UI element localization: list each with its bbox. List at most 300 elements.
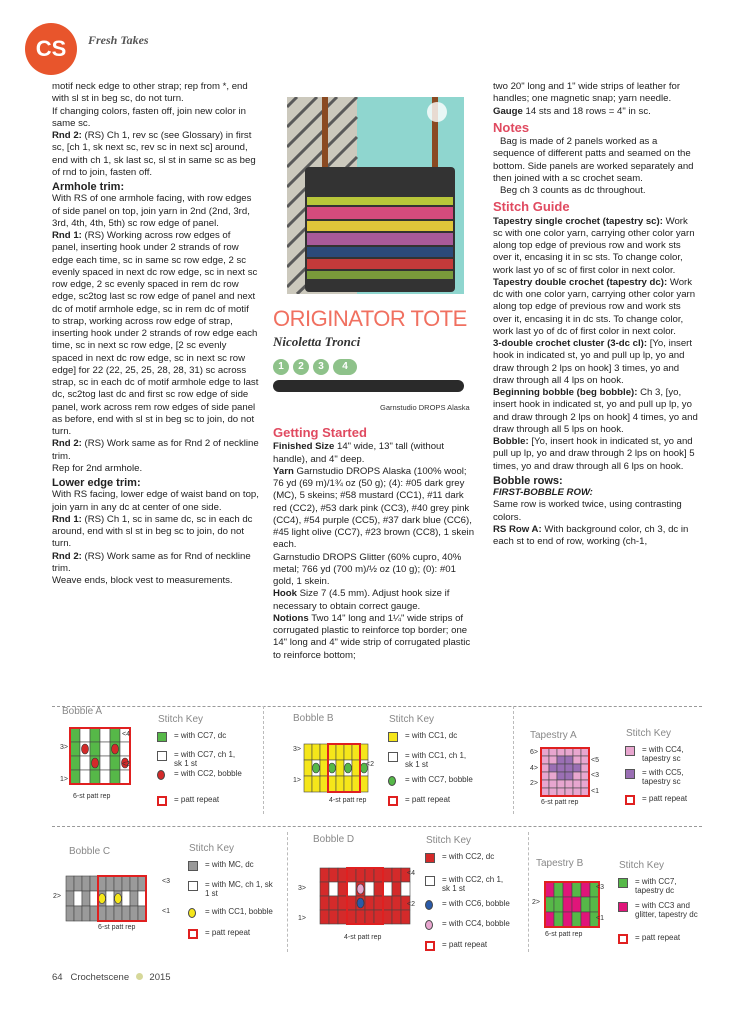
chart-cell (541, 756, 549, 764)
paragraph-text: (RS) Work same as for Rnd of neckline trim. (52, 550, 251, 574)
chart-cell (549, 764, 557, 772)
paragraph-text: 14" wide, 13" tall (without handle), and 4" deep. (273, 441, 445, 465)
stitch-key-title: Stitch Key (626, 728, 672, 739)
chart-cell (98, 906, 106, 921)
chart-cell (344, 776, 352, 792)
chart-cell (557, 772, 565, 780)
chart-cell (401, 882, 410, 896)
chart-cell (549, 788, 557, 796)
chart-cell (356, 910, 365, 924)
chart-cell (114, 906, 122, 921)
skill-level-4: 4 (333, 359, 357, 375)
paragraph (52, 230, 259, 438)
chart-cell (549, 772, 557, 780)
chart-cell (80, 770, 90, 784)
chart-cell (329, 910, 338, 924)
key-swatch (425, 876, 435, 886)
magazine-logo: CS (25, 23, 77, 75)
chart-cell (374, 910, 383, 924)
divider-top (52, 706, 702, 707)
chart-cell (549, 756, 557, 764)
repeat-label: 6-st patt rep (98, 924, 136, 931)
paragraph-text: Work sc with one color yarn, carrying other color yarn along top edge of previous row and work sts over it, encasing it in sc sts. To change color, work last yo of sc of first color in next color. (493, 215, 695, 276)
key-swatch (188, 908, 196, 918)
chart-cell (572, 882, 581, 897)
chart-cell (554, 912, 563, 927)
lead-term: Rnd 1: (52, 513, 82, 525)
divider-middle (52, 826, 702, 827)
chart-cell (573, 764, 581, 772)
row-number: 1> (293, 777, 301, 784)
chart-cell (336, 776, 344, 792)
divider-v3 (287, 832, 288, 952)
paragraph-text: Garnstudio DROPS Glitter (60% cupro, 40% metal; 766 yd (700 m)/½ oz (10 g); (0): #01 gold, 1 skein. (273, 551, 462, 587)
chart-cell (100, 770, 110, 784)
chart-cell (100, 756, 110, 770)
row-number: 3> (60, 744, 68, 751)
chart-cell (320, 896, 329, 910)
chart-cell (541, 764, 549, 772)
chart-cell (98, 876, 106, 891)
key-swatch (425, 900, 433, 910)
key-swatch (157, 732, 167, 742)
chart-cell (338, 868, 347, 882)
chart-cell (122, 906, 130, 921)
row-number: <1 (162, 908, 170, 915)
key-text: = with CC7, bobble (405, 775, 473, 784)
paragraph (273, 613, 478, 662)
key-text: = with CC2, ch 1, sk 1 st (442, 875, 504, 893)
bobble-symbol (313, 763, 320, 773)
row-number: 6> (530, 749, 538, 756)
chart-cell (565, 756, 573, 764)
chart-cell (581, 748, 589, 756)
chart-cell (347, 868, 356, 882)
paragraph (493, 338, 698, 387)
stitch-key-title: Stitch Key (189, 843, 235, 854)
chart-cell (573, 772, 581, 780)
chart-cell (554, 897, 563, 912)
key-text: = with CC5, tapestry sc (642, 768, 684, 786)
chart-cell (66, 906, 74, 921)
chart-cell (336, 744, 344, 760)
row-number: 1> (60, 776, 68, 783)
lead-term: Rnd 2: (52, 438, 82, 450)
paragraph-text: Same row is worked twice, using contrasting colors. (493, 499, 682, 523)
row-number: 2> (530, 780, 538, 787)
key-text: = with CC4, tapestry sc (642, 745, 684, 763)
paragraph (273, 552, 478, 589)
chart-cell (365, 910, 374, 924)
yarn-caption: Garnstudio DROPS Alaska (380, 403, 470, 412)
chart-title-bobble-c: Bobble C (69, 846, 111, 857)
text-column-1 (52, 81, 259, 587)
chart-cell (581, 897, 590, 912)
chart-cell (320, 882, 329, 896)
chart-cell (110, 756, 120, 770)
key-text: = with CC3 and glitter, tapestry dc (635, 901, 698, 919)
repeat-label: 6-st patt rep (73, 793, 111, 800)
key-swatch (157, 770, 165, 780)
chart-cell (110, 770, 120, 784)
paragraph (493, 277, 698, 338)
section-heading: Getting Started (273, 425, 367, 440)
designer-name: Nicoletta Tronci (273, 334, 361, 349)
key-text: = patt repeat (635, 933, 681, 942)
bobble-d-grid (318, 866, 412, 926)
chart-cell (138, 906, 146, 921)
paragraph: Bag is made of 2 panels worked as a sequence of different patts and seamed on the bottom. Side panels are worked separately and then joined with a sc crochet seam. (493, 136, 694, 184)
chart-cell (90, 891, 98, 906)
chart-cell (122, 876, 130, 891)
subheading: Lower edge trim: (52, 477, 141, 489)
chart-cell (352, 744, 360, 760)
chart-cell (70, 742, 80, 756)
paragraph-text: [Yo, insert hook in indicated st, yo and pull up lp, yo and draw through 2 lps on hook] 3 times, yo and draw through all 4 lps on hook. (493, 338, 693, 386)
paragraph-text: With background color, ch 3, dc in each st to end of row, working (ch-1, (493, 523, 689, 547)
key-text: = with CC7, tapestry dc (635, 877, 677, 895)
chart-cell (352, 760, 360, 776)
paragraph-text: With RS facing, lower edge of waist band on top, join yarn in any dc at center of one side. (52, 489, 259, 513)
key-swatch (388, 796, 398, 806)
chart-cell (541, 780, 549, 788)
lead-term: Beginning bobble (beg bobble): (493, 387, 638, 398)
row-number: <4 (407, 870, 415, 877)
chart-cell (581, 764, 589, 772)
paragraph-text: Weave ends, block vest to measurements. (52, 575, 233, 586)
chart-title-tapestry-b: Tapestry B (536, 858, 584, 869)
chart-cell (383, 882, 392, 896)
row-number: <3 (591, 772, 599, 779)
chart-cell (66, 891, 74, 906)
chart-cell (392, 868, 401, 882)
chart-cell (565, 788, 573, 796)
key-swatch (188, 881, 198, 891)
key-text: = with CC1, ch 1, sk 1 st (405, 751, 467, 769)
row-number: <3 (162, 878, 170, 885)
row-number: 4> (530, 765, 538, 772)
key-swatch (618, 902, 628, 912)
chart-cell (114, 876, 122, 891)
key-text: = patt repeat (174, 795, 220, 804)
chart-cell (541, 772, 549, 780)
repeat-label: 6-st patt rep (541, 799, 579, 806)
key-text: = with CC6, bobble (442, 899, 510, 908)
key-swatch (425, 853, 435, 863)
lead-term: Rnd 1: (52, 230, 82, 241)
chart-title-tapestry-a: Tapestry A (530, 730, 577, 741)
row-number: 1> (298, 915, 306, 922)
paragraph-text: (RS) Working across row edges of panel, inserting hook under 2 strands of row edge each time, sc in same sc row edge, 2 sc evenly spaced in next dc row edge, sc in next sc row edge, 2 sc evenly spaced in rem dc row edge, sc2tog last sc row edge of panel and next dc of motif armhole edge, sc in rem dc of motif to strap, working across row edge of strap, inserting hook under 2 strands of row edge each time, sc in next sc row edge, [2 sc evenly spaced in next dc row edge, sc in next sc row edge] for 22 (22, 25, 25, 28, 28, 31) sc across strap, sc in each dc of motif armhole edge to last dc, sc2tog last dc and first sc row edge of side panel, work across rem row edges of side panel as before, end with sl st in beg sc to join, do not turn. (52, 230, 259, 437)
chart-cell (320, 910, 329, 924)
chart-cell (120, 742, 130, 756)
bobble-symbol (82, 744, 89, 754)
repeat-label: 4-st patt rep (344, 934, 382, 941)
chart-cell (338, 882, 347, 896)
chart-cell (74, 876, 82, 891)
paragraph-text: motif neck edge to other strap; rep from *, end with sl st in beg sc, do not turn. (52, 81, 248, 105)
key-text: = with MC, ch 1, sk 1 st (205, 880, 273, 898)
footer-dot (136, 973, 143, 980)
chart-cell (320, 868, 329, 882)
key-text: = with CC1, dc (405, 731, 458, 740)
repeat-label: 4-st patt rep (329, 797, 367, 804)
row-number: 3> (298, 885, 306, 892)
chart-cell (120, 770, 130, 784)
chart-cell (344, 744, 352, 760)
chart-cell (573, 788, 581, 796)
paragraph-text: Size 7 (4.5 mm). Adjust hook size if necessary to obtain correct gauge. (273, 588, 450, 612)
paragraph (52, 106, 259, 131)
paragraph-text: (RS) Ch 1, rev sc (see Glossary) in first sc, [ch 1, sk next sc, rev sc in next sc] around, end with ch 1, sk last sc, sl st in same sc as beg of rnd to join, fasten off. (52, 130, 256, 178)
chart-cell (312, 744, 320, 760)
chart-cell (90, 742, 100, 756)
page-footer (52, 972, 171, 983)
paragraph-text: [Yo, insert hook in indicated st, yo and pull up lp, yo and draw through 2 lps on hook] 5 times, yo and draw through all 6 lps on hook. (493, 436, 695, 472)
row-number: <2 (407, 901, 415, 908)
chart-cell (573, 748, 581, 756)
row-number: <5 (591, 757, 599, 764)
bobble-b-grid (302, 742, 370, 794)
row-number: <1 (596, 915, 604, 922)
chart-cell (557, 788, 565, 796)
skill-level-3: 3 (313, 359, 329, 375)
page-number: 64 (52, 972, 63, 983)
chart-cell (347, 910, 356, 924)
lead-term: Finished Size (273, 441, 335, 453)
subheading: Armhole trim: (52, 181, 125, 193)
chart-cell (565, 748, 573, 756)
chart-cell (80, 728, 90, 742)
section-heading: Notes (493, 119, 530, 135)
chart-cell (100, 728, 110, 742)
key-swatch (618, 878, 628, 888)
lead-term: Yarn (273, 465, 294, 477)
section-heading: Stitch Guide (493, 199, 570, 215)
chart-cell (100, 742, 110, 756)
chart-cell (130, 906, 138, 921)
chart-cell (74, 891, 82, 906)
chart-cell (106, 906, 114, 921)
chart-cell (336, 760, 344, 776)
chart-cell (312, 776, 320, 792)
chart-cell (320, 776, 328, 792)
row-number: 3> (293, 746, 301, 753)
chart-cell (338, 910, 347, 924)
bobble-c-grid (64, 874, 148, 923)
chart-cell (304, 776, 312, 792)
divider-v1 (263, 706, 264, 814)
chart-cell (74, 906, 82, 921)
chart-cell (329, 882, 338, 896)
paragraph (493, 216, 698, 277)
lead-term: Notions (273, 612, 309, 624)
lead-term: Hook (273, 588, 297, 600)
chart-cell (328, 744, 336, 760)
paragraph-text: two 20" long and 1" wide strips of leather for handles; one magnetic snap; yarn needle. (493, 81, 681, 105)
chart-cell (565, 780, 573, 788)
text-column-3 (493, 81, 698, 548)
chart-cell (541, 748, 549, 756)
chart-cell (557, 748, 565, 756)
key-swatch (618, 934, 628, 944)
lead-term: Bobble: (493, 436, 529, 447)
chart-cell (565, 764, 573, 772)
chart-cell (392, 910, 401, 924)
chart-cell (581, 788, 589, 796)
chart-cell (563, 897, 572, 912)
row-number: <3 (596, 884, 604, 891)
chart-cell (138, 876, 146, 891)
chart-cell (356, 868, 365, 882)
paragraph (493, 524, 698, 549)
chart-cell (549, 748, 557, 756)
chart-title-bobble-a: Bobble A (62, 706, 103, 717)
chart-cell (563, 882, 572, 897)
chart-cell (549, 780, 557, 788)
chart-cell (90, 770, 100, 784)
chart-cell (90, 728, 100, 742)
chart-cell (383, 868, 392, 882)
bobble-symbol (345, 763, 352, 773)
row-number: 2> (532, 899, 540, 906)
issue-year: 2015 (149, 972, 171, 983)
divider-v2 (513, 706, 514, 814)
text-column-2 (273, 423, 478, 662)
bobble-symbol (92, 758, 99, 768)
chart-cell (70, 728, 80, 742)
chart-cell (563, 912, 572, 927)
chart-cell (545, 882, 554, 897)
key-text: = patt repeat (442, 940, 488, 949)
chart-cell (347, 882, 356, 896)
lead-term: RS Row A: (493, 523, 542, 535)
paragraph (52, 463, 259, 475)
chart-cell (383, 896, 392, 910)
chart-cell (329, 868, 338, 882)
italic-heading: FIRST-BOBBLE ROW: (493, 487, 593, 498)
chart-cell (581, 772, 589, 780)
chart-cell (383, 910, 392, 924)
chart-cell (573, 756, 581, 764)
row-number: 2> (53, 893, 61, 900)
row-number: <4 (122, 731, 130, 738)
paragraph (52, 551, 259, 576)
skill-level-1: 1 (273, 359, 289, 375)
lead-term: Rnd 2: (52, 130, 82, 141)
paragraph-text: With RS of one armhole facing, with row edges of side panel on top, join yarn in 2nd (2nd, 3rd, 3rd, 4th, 4th, 5th) sc row edge of panel. (52, 193, 252, 229)
paragraph (52, 575, 259, 587)
repeat-label: 6-st patt rep (545, 931, 583, 938)
chart-cell (590, 897, 599, 912)
paragraph-text: (RS) Ch 1, sc in same dc, sc in each dc around, end with sl st in beg sc to join, do not turn. (52, 513, 253, 550)
chart-cell (90, 876, 98, 891)
paragraph-text: Work dc with one color yarn, carrying other color yarn along top edge of previous row and work sts over it, encasing it in dc sts. To change color, work last yo of dc of first color in next color. (493, 276, 696, 337)
chart-cell (392, 882, 401, 896)
chart-cell (374, 896, 383, 910)
chart-cell (360, 744, 368, 760)
chart-cell (82, 906, 90, 921)
section-label: Fresh Takes (88, 33, 149, 47)
chart-cell (328, 776, 336, 792)
key-text: = with MC, dc (205, 860, 254, 869)
paragraph (493, 499, 698, 524)
key-swatch (625, 746, 635, 756)
chart-cell (581, 756, 589, 764)
chart-cell (401, 910, 410, 924)
magazine-name: Crochetscene (70, 972, 130, 983)
chart-cell (304, 760, 312, 776)
chart-cell (573, 780, 581, 788)
key-text: = with CC7, dc (174, 731, 227, 740)
chart-cell (66, 876, 74, 891)
chart-cell (110, 728, 120, 742)
key-swatch (388, 776, 396, 786)
paragraph (493, 387, 698, 436)
chart-cell (572, 912, 581, 927)
row-number: <2 (366, 761, 374, 768)
paragraph (52, 130, 259, 179)
divider-v4 (528, 832, 529, 952)
key-swatch (388, 732, 398, 742)
chart-cell (80, 756, 90, 770)
chart-cell (581, 882, 590, 897)
chart-cell (572, 897, 581, 912)
paragraph-text: (RS) Work same as for Rnd 2 of neckline trim. (52, 438, 259, 462)
paragraph (493, 81, 698, 106)
chart-cell (138, 891, 146, 906)
chart-cell (581, 912, 590, 927)
chart-cell (304, 744, 312, 760)
key-swatch (625, 795, 635, 805)
chart-cell (90, 906, 98, 921)
chart-cell (320, 744, 328, 760)
tote-photo (287, 97, 464, 294)
chart-cell (338, 896, 347, 910)
row-number: <2 (122, 761, 130, 768)
chart-cell (554, 882, 563, 897)
key-text: = with CC4, bobble (442, 919, 510, 928)
chart-cell (557, 764, 565, 772)
chart-cell (122, 891, 130, 906)
chart-cell (82, 876, 90, 891)
yarn-swatch (273, 380, 464, 392)
chart-cell (374, 868, 383, 882)
key-text: = with CC7, ch 1, sk 1 st (174, 750, 236, 768)
lead-term: Gauge (493, 105, 523, 117)
chart-cell (106, 891, 114, 906)
chart-cell (352, 776, 360, 792)
row-number: <1 (591, 788, 599, 795)
paragraph (493, 436, 698, 473)
chart-title-bobble-d: Bobble D (313, 834, 355, 845)
chart-cell (130, 891, 138, 906)
key-swatch (388, 752, 398, 762)
chart-cell (374, 882, 383, 896)
tapestry-b-grid (543, 880, 601, 929)
stitch-key-title: Stitch Key (389, 714, 435, 725)
chart-cell (320, 760, 328, 776)
key-text: = with CC2, bobble (174, 769, 242, 778)
bobble-symbol (329, 763, 336, 773)
key-swatch (425, 941, 435, 951)
paragraph-text: If changing colors, fasten off, join new color in same sc. (52, 105, 246, 129)
key-swatch (425, 920, 433, 930)
tapestry-a-grid (539, 746, 591, 798)
lead-term: 3-double crochet cluster (3-dc cl): (493, 338, 648, 349)
pattern-title: ORIGINATOR TOTE (273, 306, 467, 331)
paragraph (52, 438, 259, 463)
